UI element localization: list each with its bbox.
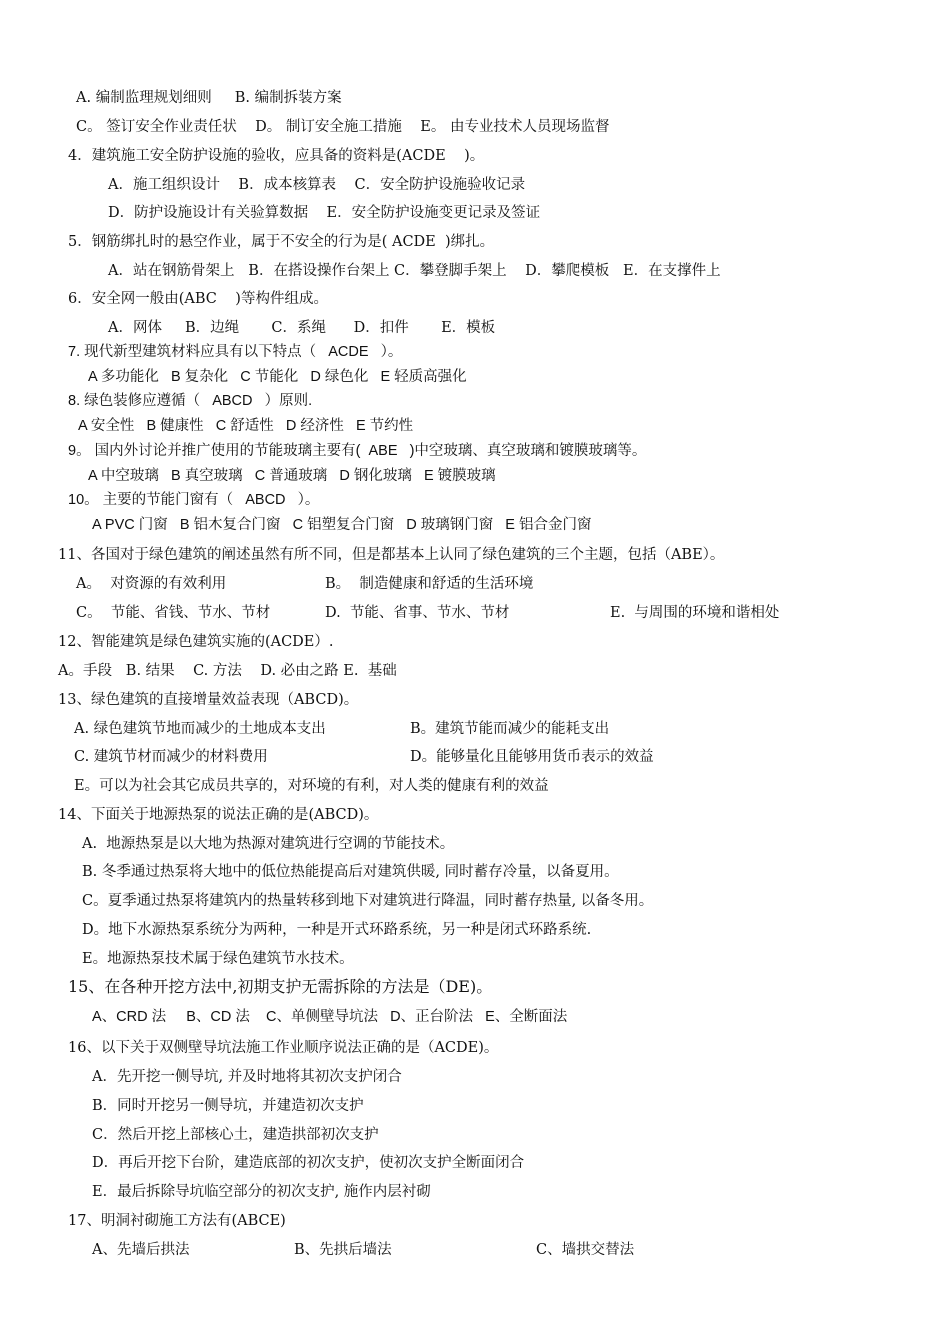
text-line: A. 编制监理规划细则 B. 编制拆装方案	[76, 90, 342, 106]
text-line: A 安全性 B 健康性 C 舒适性 D 经济性 E 节约性	[78, 418, 414, 434]
text-line: A．站在钢筋骨架上 B．在搭设操作台架上 C．攀登脚手架上 D．攀爬模板 E．在支撑件上	[108, 263, 721, 279]
text-line: 8. 绿色装修应遵循（ ABCD ）原则.	[68, 393, 313, 409]
text-line: 10。 主要的节能门窗有（ ABCD ）。	[68, 492, 320, 508]
text-line: A 中空玻璃 B 真空玻璃 C 普通玻璃 D 钢化玻璃 E 镀膜玻璃	[88, 468, 496, 484]
text-line: B. 冬季通过热泵将大地中的低位热能提高后对建筑供暖, 同时蓄存冷量，以备夏用。	[82, 864, 619, 880]
text-line: A. 地源热泵是以大地为热源对建筑进行空调的节能技术。	[82, 836, 455, 852]
text-line: D. 节能、省事、节水、节材	[325, 605, 510, 621]
text-line: 14、下面关于地源热泵的说法正确的是(ABCD)。	[58, 807, 379, 823]
text-line: A 多功能化 B 复杂化 C 节能化 D 绿色化 E 轻质高强化	[88, 369, 467, 385]
text-line: B．同时开挖另一侧导坑，并建造初次支护	[92, 1098, 364, 1114]
text-line: 15、在各种开挖方法中,初期支护无需拆除的方法是（DE)。	[68, 977, 493, 996]
text-line: A。 对资源的有效利用	[76, 576, 227, 592]
text-line: D．防护设施设计有关验算数据 E．安全防护设施变更记录及签证	[108, 205, 541, 221]
text-line: B。 制造健康和舒适的生活环境	[325, 576, 534, 592]
text-line: A．先开挖一侧导坑, 并及时地将其初次支护闭合	[92, 1069, 402, 1085]
text-line: C、墙拱交替法	[536, 1242, 635, 1258]
text-line: 17、明洞衬砌施工方法有(ABCE)	[68, 1213, 286, 1229]
text-line: C。 签订安全作业责任状 D。 制订安全施工措施 E。 由专业技术人员现场监督	[76, 119, 610, 135]
text-line: A. 绿色建筑节地而减少的土地成本支出	[74, 721, 326, 737]
text-line: D。地下水源热泵系统分为两种，一种是开式环路系统，另一种是闭式环路系统.	[82, 922, 592, 938]
text-line: C．然后开挖上部核心土，建造拱部初次支护	[92, 1127, 379, 1143]
text-line: 5．钢筋绑扎时的悬空作业，属于不安全的行为是( ACDE )绑扎。	[68, 234, 495, 250]
text-line: A。手段 B. 结果 C. 方法 D. 必由之路 E. 基础	[58, 663, 397, 679]
text-line: 13、绿色建筑的直接增量效益表现（ABCD)。	[58, 692, 359, 708]
text-line: A．网体 B．边绳 C．系绳 D．扣件 E．模板	[108, 320, 496, 336]
text-line: C。 节能、省钱、节水、节材	[76, 605, 271, 621]
text-line: 7. 现代新型建筑材料应具有以下特点（ ACDE ）。	[68, 344, 403, 360]
text-line: A、CRD 法 B、CD 法 C、单侧壁导坑法 D、正台阶法 E、全断面法	[92, 1009, 568, 1025]
text-line: C。夏季通过热泵将建筑内的热量转移到地下对建筑进行降温，同时蓄存热量, 以备冬用。	[82, 893, 654, 909]
text-line: D．再后开挖下台阶，建造底部的初次支护，使初次支护全断面闭合	[92, 1155, 525, 1171]
text-line: E. 与周围的环境和谐相处	[610, 605, 780, 621]
text-line: A、先墙后拱法	[92, 1242, 190, 1258]
text-line: C. 建筑节材而减少的材料费用	[74, 749, 268, 765]
text-line: B。建筑节能而减少的能耗支出	[410, 721, 610, 737]
text-line: B、先拱后墙法	[294, 1242, 392, 1258]
text-line: 6．安全网一般由(ABC )等构件组成。	[68, 291, 328, 307]
text-line: E．最后拆除导坑临空部分的初次支护, 施作内层衬砌	[92, 1184, 431, 1200]
text-line: 4．建筑施工安全防护设施的验收，应具备的资料是(ACDE )。	[68, 148, 485, 164]
text-line: 9。 国内外讨论并推广使用的节能玻璃主要有( ABE )中空玻璃、真空玻璃和镀膜玻璃等。	[68, 443, 647, 459]
text-line: E。地源热泵技术属于绿色建筑节水技术。	[82, 951, 354, 967]
text-line: A．施工组织设计 B．成本核算表 C．安全防护设施验收记录	[108, 177, 526, 193]
text-line: E。可以为社会其它成员共享的，对环境的有利，对人类的健康有利的效益	[74, 778, 549, 794]
text-line: 16、以下关于双侧壁导坑法施工作业顺序说法正确的是（ACDE)。	[68, 1040, 499, 1056]
text-line: D。能够量化且能够用货币表示的效益	[410, 749, 654, 765]
text-line: 11、各国对于绿色建筑的阐述虽然有所不同，但是都基本上认同了绿色建筑的三个主题，包括（ABE）。	[58, 547, 725, 563]
text-line: 12、智能建筑是绿色建筑实施的(ACDE）.	[58, 634, 334, 650]
text-line: A PVC 门窗 B 铝木复合门窗 C 铝塑复合门窗 D 玻璃钢门窗 E 铝合金门窗	[92, 517, 592, 533]
